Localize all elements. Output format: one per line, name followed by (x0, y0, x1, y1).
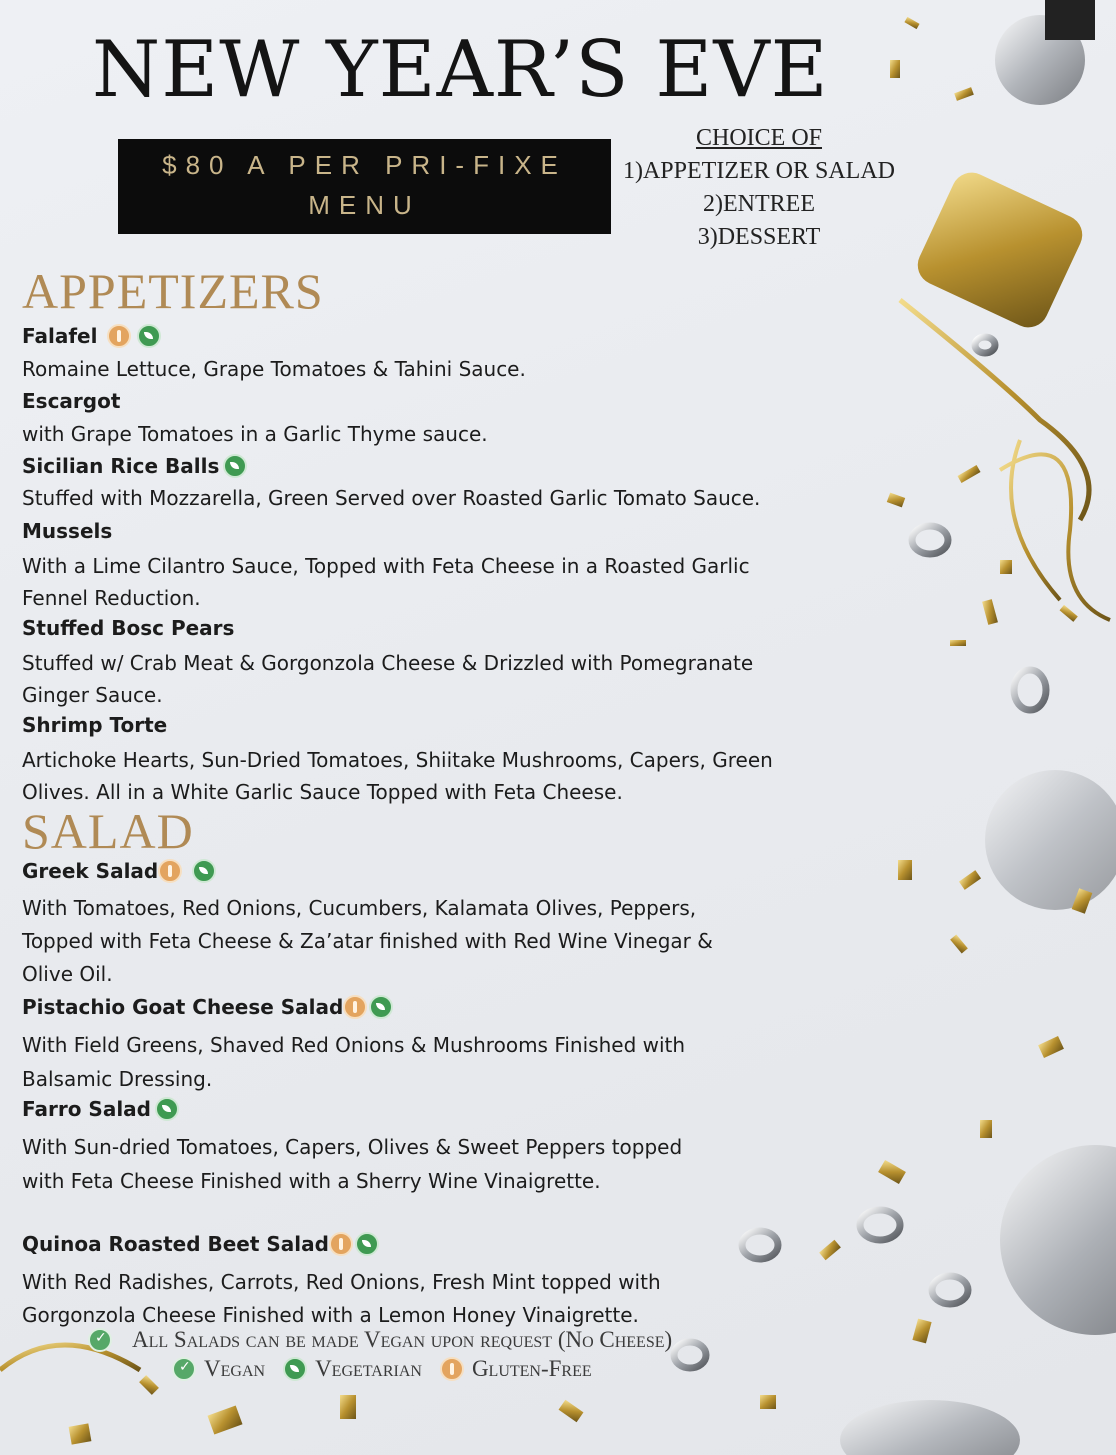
gluten-free-icon (343, 995, 367, 1019)
dietary-legend (172, 1356, 592, 1382)
item-name: Pistachio Goat Cheese Salad (22, 995, 344, 1019)
price-line-2: MENU (308, 190, 421, 220)
item-name: Sicilian Rice Balls (22, 454, 220, 478)
vegetarian-icon (283, 1357, 307, 1381)
vegetarian-icon (192, 859, 216, 883)
ribbon-spool (900, 166, 1089, 600)
legend-vegetarian: Vegetarian (315, 1356, 422, 1381)
legend-vegan: Vegan (204, 1356, 266, 1381)
choice-item: 3)DESSERT (697, 224, 821, 250)
item-name: Shrimp Torte (22, 713, 168, 737)
disco-ball-bottom (840, 1400, 1020, 1455)
gluten-free-icon (329, 1232, 353, 1256)
item-description: With Field Greens, Shaved Red Onions & Mushrooms Finished with Balsamic Dressing. (22, 1033, 686, 1091)
item-description: With Tomatoes, Red Onions, Cucumbers, Kalamata Olives, Peppers, Topped with Feta Cheese & Za’atar finished with Red Wine Vinegar & Olive Oil. (22, 896, 713, 986)
menu-item-sicilian-rice-balls (22, 453, 247, 479)
salad-heading: SALAD (22, 803, 194, 859)
choice-heading: CHOICE OF (695, 125, 822, 151)
item-name: Stuffed Bosc Pears (22, 616, 235, 640)
item-description: With Red Radishes, Carrots, Red Onions, Fresh Mint topped with Gorgonzola Cheese Finished with a Lemon Honey Vinaigrette. (22, 1270, 661, 1327)
menu-item-stuffed-bosc-pears (22, 615, 234, 641)
popper-cap (1045, 0, 1095, 40)
course-choices (614, 122, 904, 254)
vegetarian-icon (137, 324, 161, 348)
item-description: With a Lime Cilantro Sauce, Topped with Feta Cheese in a Roasted Garlic Fennel Reduction. (22, 554, 750, 610)
item-description: With Sun-dried Tomatoes, Capers, Olives & Sweet Peppers topped with Feta Cheese Finished with a Sherry Wine Vinaigrette. (22, 1135, 683, 1193)
menu-item-escargot (22, 388, 120, 414)
item-name: Mussels (22, 519, 113, 543)
legend-gluten-free: Gluten-Free (471, 1356, 592, 1381)
menu-item-falafel (22, 323, 161, 349)
item-description: with Grape Tomatoes in a Garlic Thyme sauce. (22, 422, 488, 446)
glitter-ball-mid (985, 770, 1116, 910)
menu-item-shrimp-torte (22, 712, 167, 738)
item-description: Stuffed w/ Crab Meat & Gorgonzola Cheese & Drizzled with Pomegranate Ginger Sauce. (22, 651, 754, 707)
price-banner (118, 139, 611, 234)
item-name: Falafel (22, 324, 98, 348)
choice-item: 2)ENTREE (703, 191, 815, 217)
item-name: Farro Salad (22, 1097, 151, 1121)
menu-item-quinoa-roasted-beet-salad (22, 1231, 379, 1257)
vegetarian-icon (369, 995, 393, 1019)
item-description: Stuffed with Mozzarella, Green Served over Roasted Garlic Tomato Sauce. (22, 486, 761, 510)
item-description: Romaine Lettuce, Grape Tomatoes & Tahini Sauce. (22, 357, 526, 381)
appetizers-heading: APPETIZERS (22, 263, 324, 319)
item-name: Escargot (22, 389, 121, 413)
menu-item-farro-salad (22, 1096, 179, 1122)
page-title: NEW YEAR’S EVE (92, 25, 829, 115)
vegetarian-icon (223, 454, 247, 478)
gluten-free-icon (107, 324, 131, 348)
item-description: Artichoke Hearts, Sun-Dried Tomatoes, Shiitake Mushrooms, Capers, Green Olives. All in a White Garlic Sauce Topped with Feta Cheese. (22, 748, 773, 804)
gluten-free-icon (440, 1357, 464, 1381)
vegan-icon (88, 1328, 112, 1352)
vegan-note-text: All Salads can be made Vegan upon request (No Cheese) (132, 1327, 673, 1352)
vegan-note (88, 1327, 672, 1353)
price-line-1: $80 A PER PRI-FIXE (162, 150, 567, 180)
vegetarian-icon (355, 1232, 379, 1256)
gluten-free-icon (158, 859, 182, 883)
vegetarian-icon (155, 1097, 179, 1121)
item-name: Quinoa Roasted Beet Salad (22, 1232, 329, 1256)
menu-item-greek-salad (22, 858, 216, 884)
choice-item: 1)APPETIZER OR SALAD (622, 158, 895, 184)
disco-ball (1000, 1145, 1116, 1335)
menu-item-mussels (22, 518, 112, 544)
menu-item-pistachio-goat-cheese-salad (22, 994, 393, 1020)
item-name: Greek Salad (22, 859, 159, 883)
vegan-icon (172, 1357, 196, 1381)
